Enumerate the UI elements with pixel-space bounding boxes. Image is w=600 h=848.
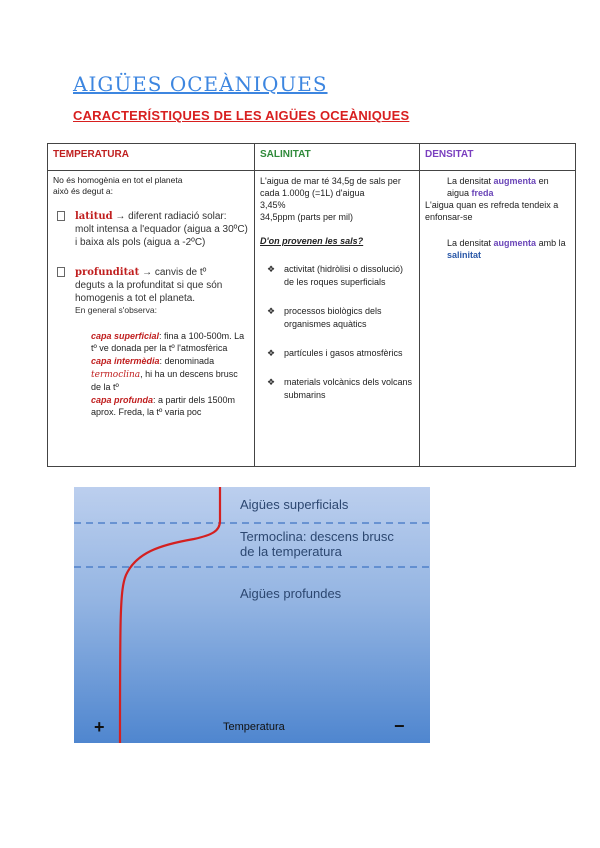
sal-question: D'on provenen les sals? — [260, 236, 364, 246]
sal-line-3: 34,5ppm (parts per mil) — [260, 212, 354, 222]
cell-salinitat — [255, 171, 420, 467]
axis-plus-label: + — [94, 717, 105, 737]
capa-int-label: capa intermèdia — [91, 356, 160, 366]
dens-p3-text-b: amb la — [536, 238, 566, 248]
latitud-keyword: latitud — [75, 211, 113, 222]
characteristics-table — [47, 143, 576, 467]
diamond-bullet-icon: ❖ — [267, 306, 276, 316]
capa-intermedia — [53, 355, 249, 367]
sal-line-2: 3,45% — [260, 200, 286, 210]
page-title: AIGÜES OCEÀNIQUES — [73, 72, 328, 96]
capa-superficial — [53, 330, 249, 354]
capa-profunda — [53, 394, 249, 418]
thermocline-diagram — [74, 487, 430, 743]
capa-sup-text: : fina a 100-500m. La tº ve donada per la tº l'atmosfèrica — [91, 331, 245, 353]
sal-item — [260, 305, 414, 331]
dens-p2: L'aigua quan es refreda tendeix a enfonsar-se — [425, 200, 559, 222]
diamond-bullet-icon: ❖ — [267, 348, 276, 358]
dens-p3 — [425, 237, 570, 261]
layer-termoclina-label-1: Termoclina: descens brusc — [240, 529, 394, 544]
dens-p1-text-b: en aigua — [447, 176, 549, 198]
latitud-text-2: molt intensa a l'equador (aigua a 30ºC) i baixa als pols (aigua a -2ºC) — [75, 224, 248, 248]
termoclina — [53, 368, 249, 393]
dens-p3-kw1: augmenta — [493, 238, 537, 248]
sal-item-text: activitat (hidròlisi o dissolució) de les roques superficials — [284, 264, 404, 287]
latitud-text-1: → diferent radiació solar: — [112, 211, 227, 222]
dens-p1 — [425, 175, 570, 199]
temp-intro-2: això és degut a: — [53, 186, 114, 196]
dens-p3-text-a: La densitat — [447, 238, 494, 248]
capa-sup-label: capa superficial — [91, 331, 160, 341]
layer-profundes-label: Aigües profundes — [240, 586, 342, 601]
profunditat-item — [53, 266, 249, 316]
header-temperatura: TEMPERATURA — [48, 144, 255, 171]
temp-intro-1: No és homogènia en tot el planeta — [53, 175, 183, 185]
capa-prof-label: capa profunda — [91, 395, 154, 405]
water-background — [74, 487, 430, 743]
sal-line-1: L'aigua de mar té 34,5g de sals per cada 1.000g (=1L) d'aigua — [260, 176, 401, 198]
profunditat-text-2: deguts a la profunditat si que són homogenis a tot el planeta. — [75, 280, 223, 304]
checkbox-icon — [57, 211, 65, 221]
capa-prof-text: : a partir dels 1500m aprox. Freda, la tº varia poc — [91, 395, 236, 417]
axis-temperatura-label: Temperatura — [223, 721, 285, 733]
dens-p1-text-a: La densitat — [447, 176, 494, 186]
layer-termoclina-label-2: de la temperatura — [240, 544, 342, 559]
dens-p3-kw2: salinitat — [447, 250, 482, 260]
sal-item — [260, 263, 414, 289]
cell-temperatura — [48, 171, 255, 467]
dens-p1-kw1: augmenta — [493, 176, 537, 186]
sal-item-text: materials volcànics dels volcans submarins — [284, 377, 413, 400]
diamond-bullet-icon: ❖ — [267, 377, 276, 387]
sal-item-text: processos biològics dels organismes aquàtics — [284, 306, 382, 329]
profunditat-keyword: profunditat — [75, 267, 140, 278]
profunditat-text-1: → canvis de tº — [139, 267, 207, 278]
dens-p1-kw2: freda — [471, 188, 494, 198]
profunditat-text-3: En general s'observa: — [75, 305, 157, 315]
termoclina-text: , hi ha un descens brusc de la tº — [91, 369, 238, 392]
section-subtitle: CARACTERÍSTIQUES DE LES AIGÜES OCEÀNIQUES — [73, 108, 410, 123]
header-salinitat: SALINITAT — [255, 144, 420, 171]
checkbox-icon — [57, 267, 65, 277]
header-densitat: DENSITAT — [420, 144, 576, 171]
layer-superficial-label: Aigües superficials — [240, 497, 349, 512]
latitud-item — [53, 210, 249, 249]
sal-item — [260, 347, 414, 360]
axis-minus-label: − — [394, 716, 405, 736]
capa-int-text: : denominada — [159, 356, 215, 366]
cell-densitat — [420, 171, 576, 467]
sal-item — [260, 376, 414, 402]
termoclina-label: termoclina — [91, 370, 141, 380]
diamond-bullet-icon: ❖ — [267, 264, 276, 274]
sal-item-text: partícules i gasos atmosfèrics — [284, 348, 403, 358]
